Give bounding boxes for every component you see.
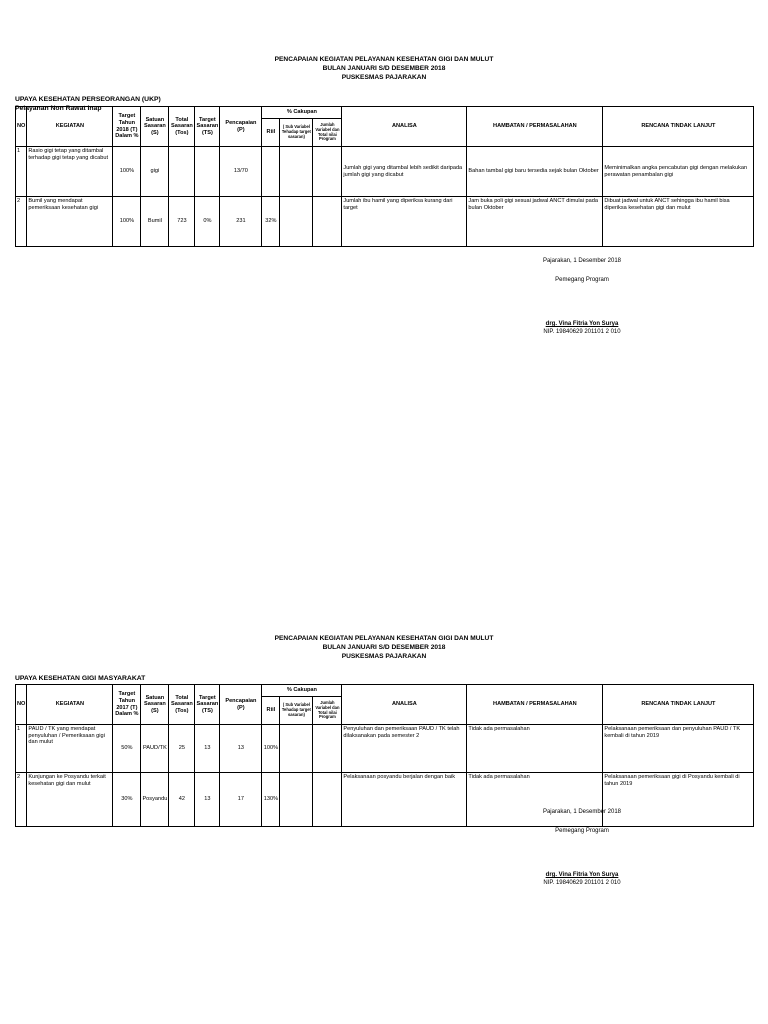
report-table xyxy=(15,106,754,247)
header-satuan: Satuan Sasaran (S) xyxy=(141,107,169,147)
header-total: Total Sasaran (Tos) xyxy=(169,107,195,147)
row-satuan: Bumil xyxy=(141,197,169,247)
signature-place-date: Pajarakan, 1 Desember 2018 xyxy=(542,809,622,815)
report-1 xyxy=(0,55,768,335)
report-2 xyxy=(0,634,768,886)
row-total: 42 xyxy=(169,773,195,827)
row-kegiatan: Bumil yang mendapat pemeriksaan kesehatan gigi xyxy=(27,197,113,247)
row-thd-target xyxy=(280,773,313,827)
row-hambatan: Tidak ada permasalahan xyxy=(467,773,603,827)
row-target-sasaran xyxy=(195,147,220,197)
row-rencana: Dibuat jadwal untuk ANCT sehingga ibu hamil bisa diperiksa kesehatan gigi dan mulut xyxy=(603,197,754,247)
signature-name: drg. Vina Fitria Yon Surya xyxy=(545,872,619,878)
row-satuan: gigi xyxy=(141,147,169,197)
signature-nip: NIP. 19840629 201101 2 010 xyxy=(543,329,621,335)
row-no: 2 xyxy=(16,773,27,827)
header-target: Target Tahun 2018 (T) Dalam % xyxy=(113,107,141,147)
signature-block xyxy=(468,257,696,336)
row-total: 25 xyxy=(169,725,195,773)
header-thd-target: ( Sub Variabel Tehadap target sasaran) xyxy=(280,697,313,725)
row-target: 100% xyxy=(113,197,141,247)
row-satuan: Posyandu xyxy=(141,773,169,827)
table-row xyxy=(16,725,754,773)
header-rencana: RENCANA TINDAK LANJUT xyxy=(603,107,754,147)
row-kegiatan: PAUD / TK yang mendapat penyuluhan / Pemeriksaan gigi dan mulut xyxy=(27,725,113,773)
row-riil: 32% xyxy=(262,197,280,247)
row-pencapaian: 231 xyxy=(220,197,262,247)
header-pencapaian: Pencapaian (P) xyxy=(220,107,262,147)
header-analisa: ANALISA xyxy=(342,107,467,147)
row-no: 2 xyxy=(16,197,27,247)
signature-role: Pemegang Program xyxy=(555,828,609,834)
row-thd-target xyxy=(280,197,313,247)
row-analisa: Pelaksanaan posyandu berjalan dengan baik xyxy=(342,773,467,827)
row-target: 100% xyxy=(113,147,141,197)
unit-heading: UPAYA KESEHATAN PERSEORANGAN (UKP) xyxy=(15,96,161,103)
header-target: Target Tahun 2017 (T) Dalam % xyxy=(113,685,141,725)
row-riil: 130% xyxy=(262,773,280,827)
row-analisa: Penyuluhan dan pemeriksaan PAUD / TK telah dilaksanakan pada semester 2 xyxy=(342,725,467,773)
row-pencapaian: 13 xyxy=(220,725,262,773)
row-rencana: Meminimalkan angka pencabutan gigi dengan melakukan perawatan penambalan gigi xyxy=(603,147,754,197)
row-riil xyxy=(262,147,280,197)
report-table xyxy=(15,684,754,827)
header-jumlah: Jumlah Variabel dan Total nilai Program xyxy=(313,119,342,147)
header-kegiatan: KEGIATAN xyxy=(27,107,113,147)
row-target-sasaran: 13 xyxy=(195,725,220,773)
header-jumlah: Jumlah Variabel dan Total nilai Program xyxy=(313,697,342,725)
report-title: PENCAPAIAN KEGIATAN PELAYANAN KESEHATAN GIGI DAN MULUT BULAN JANUARI S/D DESEMBER 2018 PUSKESMAS PAJARAKAN xyxy=(274,56,494,81)
row-rencana: Pelaksanaan pemeriksaan dan penyuluhan PAUD / TK kembali di tahun 2019 xyxy=(603,725,754,773)
header-target-sasaran: Target Sasaran (TS) xyxy=(195,107,220,147)
row-satuan: PAUD/TK xyxy=(141,725,169,773)
header-cakupan: % Cakupan xyxy=(262,685,342,697)
row-rencana: Pelaksanaan pemeriksaan gigi di Posyandu kembali di tahun 2019 xyxy=(603,773,754,827)
row-no: 1 xyxy=(16,147,27,197)
row-kegiatan: Rasio gigi tetap yang ditambal terhadap gigi tetap yang dicabut xyxy=(27,147,113,197)
row-jumlah xyxy=(313,197,342,247)
header-satuan: Satuan Sasaran (S) xyxy=(141,685,169,725)
row-hambatan: Bahan tambal gigi baru tersedia sejak bulan Oktober xyxy=(467,147,603,197)
unit-heading: UPAYA KESEHATAN GIGI MASYARAKAT xyxy=(15,675,146,682)
row-jumlah xyxy=(313,725,342,773)
header-rencana: RENCANA TINDAK LANJUT xyxy=(603,685,754,725)
report-title: PENCAPAIAN KEGIATAN PELAYANAN KESEHATAN GIGI DAN MULUT BULAN JANUARI S/D DESEMBER 2018 PUSKESMAS PAJARAKAN xyxy=(274,635,494,660)
signature-place-date: Pajarakan, 1 Desember 2018 xyxy=(542,258,622,264)
row-target: 50% xyxy=(113,725,141,773)
header-hambatan: HAMBATAN / PERMASALAHAN xyxy=(467,107,603,147)
header-target-sasaran: Target Sasaran (TS) xyxy=(195,685,220,725)
header-no: NO xyxy=(16,685,27,725)
header-kegiatan: KEGIATAN xyxy=(27,685,113,725)
row-kegiatan: Kunjungan ke Posyandu terkait kesehatan gigi dan mulut xyxy=(27,773,113,827)
row-total xyxy=(169,147,195,197)
row-jumlah xyxy=(313,773,342,827)
header-cakupan: % Cakupan xyxy=(262,107,342,119)
row-target-sasaran: 0% xyxy=(195,197,220,247)
table-row xyxy=(16,147,754,197)
header-thd-target: ( Sub Variabel Tehadap target sasaran) xyxy=(280,119,313,147)
header-total: Total Sasaran (Tos) xyxy=(169,685,195,725)
signature-block xyxy=(468,808,696,887)
row-thd-target xyxy=(280,147,313,197)
row-riil: 100% xyxy=(262,725,280,773)
row-analisa: Jumlah gigi yang ditambal lebih sedikit daripada jumlah gigi yang dicabut xyxy=(342,147,467,197)
header-riil: Riil xyxy=(262,697,280,725)
row-total: 723 xyxy=(169,197,195,247)
subunit-heading: Pelayanan Non Rawat Inap xyxy=(15,104,102,112)
header-hambatan: HAMBATAN / PERMASALAHAN xyxy=(467,685,603,725)
header-riil: Riil xyxy=(262,119,280,147)
header-analisa: ANALISA xyxy=(342,685,467,725)
signature-name: drg. Vina Fitria Yon Surya xyxy=(545,321,619,327)
row-pencapaian: 13/70 xyxy=(220,147,262,197)
row-hambatan: Jam buka poli gigi sesuai jadwal ANCT dimulai pada bulan Oktober xyxy=(467,197,603,247)
table-row xyxy=(16,197,754,247)
signature-nip: NIP. 19840629 201101 2 010 xyxy=(543,880,621,886)
signature-role: Pemegang Program xyxy=(555,277,609,283)
row-analisa: Jumlah ibu hamil yang diperiksa kurang dari target xyxy=(342,197,467,247)
row-no: 1 xyxy=(16,725,27,773)
header-no: NO xyxy=(16,107,27,147)
row-thd-target xyxy=(280,725,313,773)
row-jumlah xyxy=(313,147,342,197)
row-pencapaian: 17 xyxy=(220,773,262,827)
row-hambatan: Tidak ada permasalahan xyxy=(467,725,603,773)
row-target-sasaran: 13 xyxy=(195,773,220,827)
row-target: 30% xyxy=(113,773,141,827)
header-pencapaian: Pencapaian (P) xyxy=(220,685,262,725)
